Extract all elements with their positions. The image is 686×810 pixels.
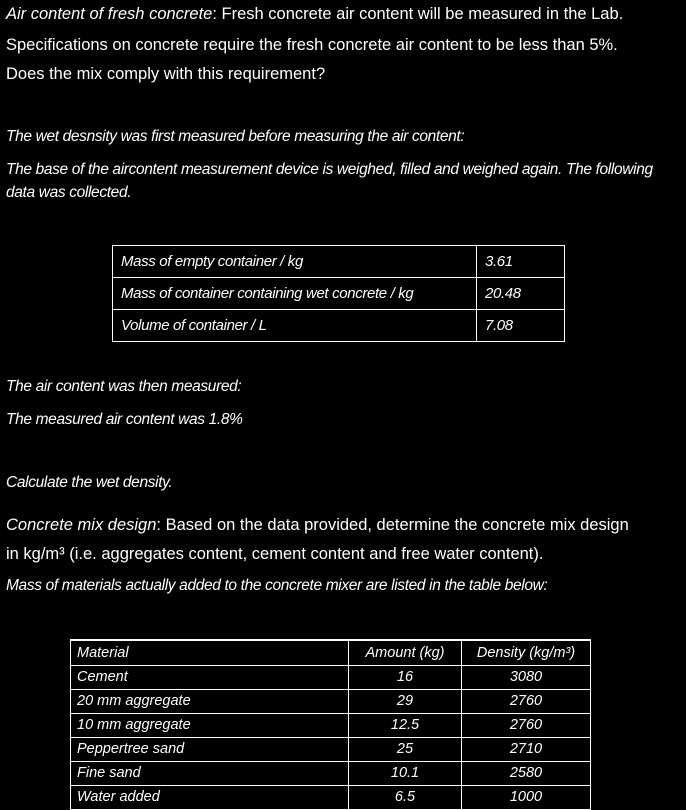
table-cell-value: 20.48 [477,278,565,310]
table-cell-density: 2760 [462,714,591,738]
air-content-heading: Air content of fresh concrete [6,5,213,23]
table-cell-density: 1000 [462,786,591,810]
table-row [71,666,591,690]
mix-design-line-1 [6,511,629,540]
table-row [71,690,591,714]
table-row [71,786,591,810]
air-content-intro-line-1 [6,0,623,29]
air-measure-line-1: The air content was then measured: [6,378,242,395]
mix-design-heading: Concrete mix design [6,516,157,534]
table-cell-density: 2760 [462,690,591,714]
table-cell-density: 3080 [462,666,591,690]
table-cell-density: 2580 [462,762,591,786]
table-cell-amount: 29 [349,690,462,714]
table-row [71,738,591,762]
table-row [113,246,565,278]
table-header-material: Material [71,640,349,666]
mass-data-table [112,245,565,342]
air-content-intro-line-2: Specifications on concrete require the fresh concrete air content to be less than 5%. [6,36,618,54]
table-row [113,310,565,342]
air-measure-line-2: The measured air content was 1.8% [6,411,243,428]
table-cell-material: 10 mm aggregate [71,714,349,738]
table-cell-value: 3.61 [477,246,565,278]
table-row [71,762,591,786]
table-cell-label: Mass of empty container / kg [113,246,477,278]
air-content-text-1: : Fresh concrete air content will be measured in the Lab. [212,5,624,23]
table-cell-amount: 10.1 [349,762,462,786]
table-row [71,714,591,738]
table-cell-value: 7.08 [477,310,565,342]
table-cell-label: Volume of container / L [113,310,477,342]
table-cell-density: 2710 [462,738,591,762]
calculate-instruction: Calculate the wet density. [6,474,173,491]
table-cell-material: Peppertree sand [71,738,349,762]
air-content-question: Does the mix comply with this requirement? [6,65,326,83]
table-cell-amount: 25 [349,738,462,762]
table-cell-amount: 16 [349,666,462,690]
table-cell-material: Fine sand [71,762,349,786]
table-cell-material: Cement [71,666,349,690]
table-row [113,278,565,310]
wet-density-line-2: The base of the aircontent measurement device is weighed, filled and weighed again. The following data was collected. [6,161,653,201]
mix-materials-table [70,639,591,810]
mix-design-line-2: in kg/m³ (i.e. aggregates content, cement content and free water content). [6,545,544,563]
mix-design-line-3: Mass of materials actually added to the concrete mixer are listed in the table below: [6,577,548,594]
table-cell-label: Mass of container containing wet concrete / kg [113,278,477,310]
table-cell-material: 20 mm aggregate [71,690,349,714]
table-cell-amount: 12.5 [349,714,462,738]
mix-design-text-1: : Based on the data provided, determine the concrete mix design [156,516,629,534]
table-cell-material: Water added [71,786,349,810]
table-header-row [71,640,591,666]
table-header-amount: Amount (kg) [349,640,462,666]
table-cell-amount: 6.5 [349,786,462,810]
wet-density-line-1: The wet desnsity was first measured before measuring the air content: [6,128,465,145]
table-header-density: Density (kg/m³) [462,640,591,666]
